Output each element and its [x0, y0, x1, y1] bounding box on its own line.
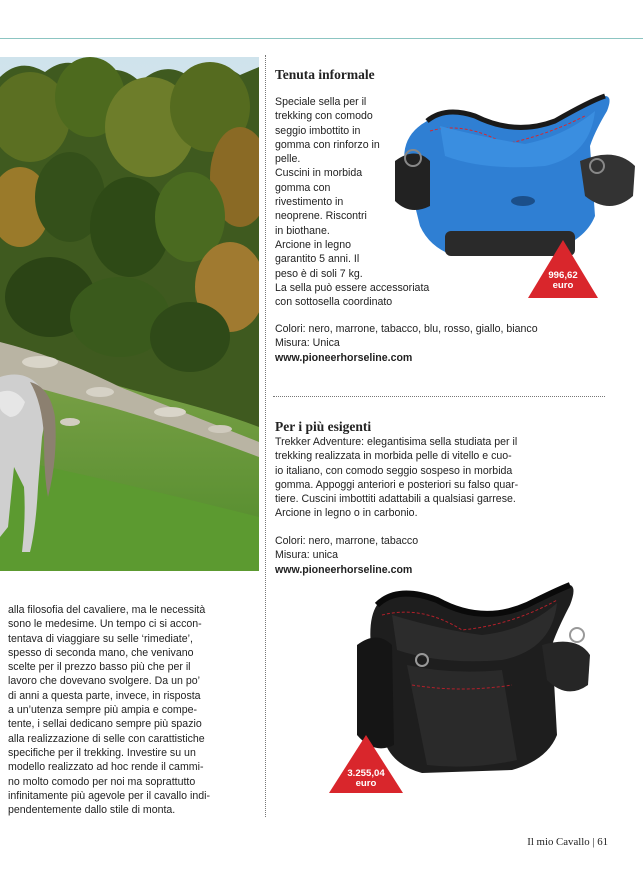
- text-line: Speciale sella per il: [275, 96, 367, 108]
- top-accent-rule: [0, 38, 643, 39]
- product1-colors: Colori: nero, marrone, tabacco, blu, rosso, giallo, bianco: [275, 323, 538, 335]
- text-line: lavoro che dovevano svolgere. Da un po’: [8, 675, 200, 688]
- text-line: gomma con rinforzo in: [275, 138, 380, 151]
- text-line: scelte per il prezzo basso più che per il: [8, 661, 191, 674]
- text-line: garantito 5 anni. Il: [275, 253, 360, 266]
- text-line: spesso di seconda mano, che venivano: [8, 646, 194, 659]
- product1-price: 996,62: [548, 270, 578, 281]
- product2-website-link[interactable]: www.pioneerhorseline.com: [275, 563, 413, 576]
- product2-details: [275, 534, 575, 577]
- product2-title: Per i più esigenti: [275, 419, 372, 434]
- product2-description: [275, 435, 575, 521]
- section-divider: [273, 396, 605, 397]
- text-line: modello realizzato ad hoc rende il cammi-: [8, 761, 204, 774]
- product1-title: Tenuta informale: [275, 67, 375, 82]
- text-line: a un’utenza sempre più ampia e compe-: [8, 704, 198, 717]
- product1-currency: euro: [552, 280, 574, 291]
- text-line: pelle.: [275, 153, 301, 166]
- product1-details: [275, 322, 595, 365]
- text-line: gomma con: [275, 181, 331, 194]
- text-line: Arcione in legno: [275, 238, 351, 251]
- product2-size: Misura: unica: [275, 549, 338, 562]
- text-line: alla realizzazione di selle con carattistiche: [8, 732, 205, 745]
- text-line: gomma. Appoggi anteriori e posteriori su falso quar-: [275, 478, 519, 491]
- text-line: rivestimento in: [275, 196, 344, 209]
- product2-price-tag: [329, 735, 403, 793]
- text-line: trekking realizzata in morbida pelle di vitello e cuo-: [275, 450, 512, 463]
- text-line: alla filosofia del cavaliere, ma le necessità: [8, 604, 206, 616]
- text-line: La sella può essere accessoriata: [275, 281, 430, 294]
- text-line: specifiche per il trekking. Investire su un: [8, 746, 196, 759]
- product2-colors: Colori: nero, marrone, tabacco: [275, 535, 419, 547]
- text-line: pendentemente dallo stile di monta.: [8, 804, 176, 817]
- text-line: io italiano, con comodo seggio sospeso in morbida: [275, 464, 513, 477]
- product1-saddle-image: [385, 66, 640, 281]
- text-line: Cuscini in morbida: [275, 167, 363, 180]
- product1-price-tag: [528, 240, 598, 298]
- text-line: seggio imbottito in: [275, 124, 361, 137]
- page-footer: Il mio Cavallo | 61: [527, 836, 608, 848]
- left-column-body-text: [8, 603, 258, 817]
- text-line: tiere. Cuscini imbottiti adattabili a qualsiasi garrese.: [275, 493, 516, 506]
- text-line: Arcione in legno o in carbonio.: [275, 507, 418, 520]
- horse-meadow-photo: [0, 57, 259, 571]
- text-line: sono le medesime. Un tempo ci si accon-: [8, 618, 202, 631]
- column-separator: [265, 55, 266, 817]
- product1-website-link[interactable]: www.pioneerhorseline.com: [275, 351, 413, 364]
- text-line: peso è di soli 7 kg.: [275, 267, 363, 280]
- text-line: di anni a questa parte, invece, in risposta: [8, 689, 201, 702]
- product2-price: 3.255,04: [347, 768, 385, 779]
- product1-size: Misura: Unica: [275, 337, 340, 350]
- text-line: neoprene. Riscontri: [275, 210, 367, 223]
- text-line: tente, i sellai dedicano sempre più spazio: [8, 718, 202, 731]
- text-line: trekking con comodo: [275, 110, 373, 123]
- text-line: tentava di viaggiare su selle ‘rimediate’,: [8, 632, 193, 645]
- text-line: Trekker Adventure: elegantisima sella studiata per il: [275, 436, 518, 448]
- text-line: in biothane.: [275, 224, 330, 237]
- text-line: infinitamente più agevole per il cavallo indi-: [8, 789, 210, 802]
- text-line: no molto comodo per noi ma soprattutto: [8, 775, 196, 788]
- product2-currency: euro: [355, 778, 377, 789]
- text-line: con sottosella coordinato: [275, 296, 393, 309]
